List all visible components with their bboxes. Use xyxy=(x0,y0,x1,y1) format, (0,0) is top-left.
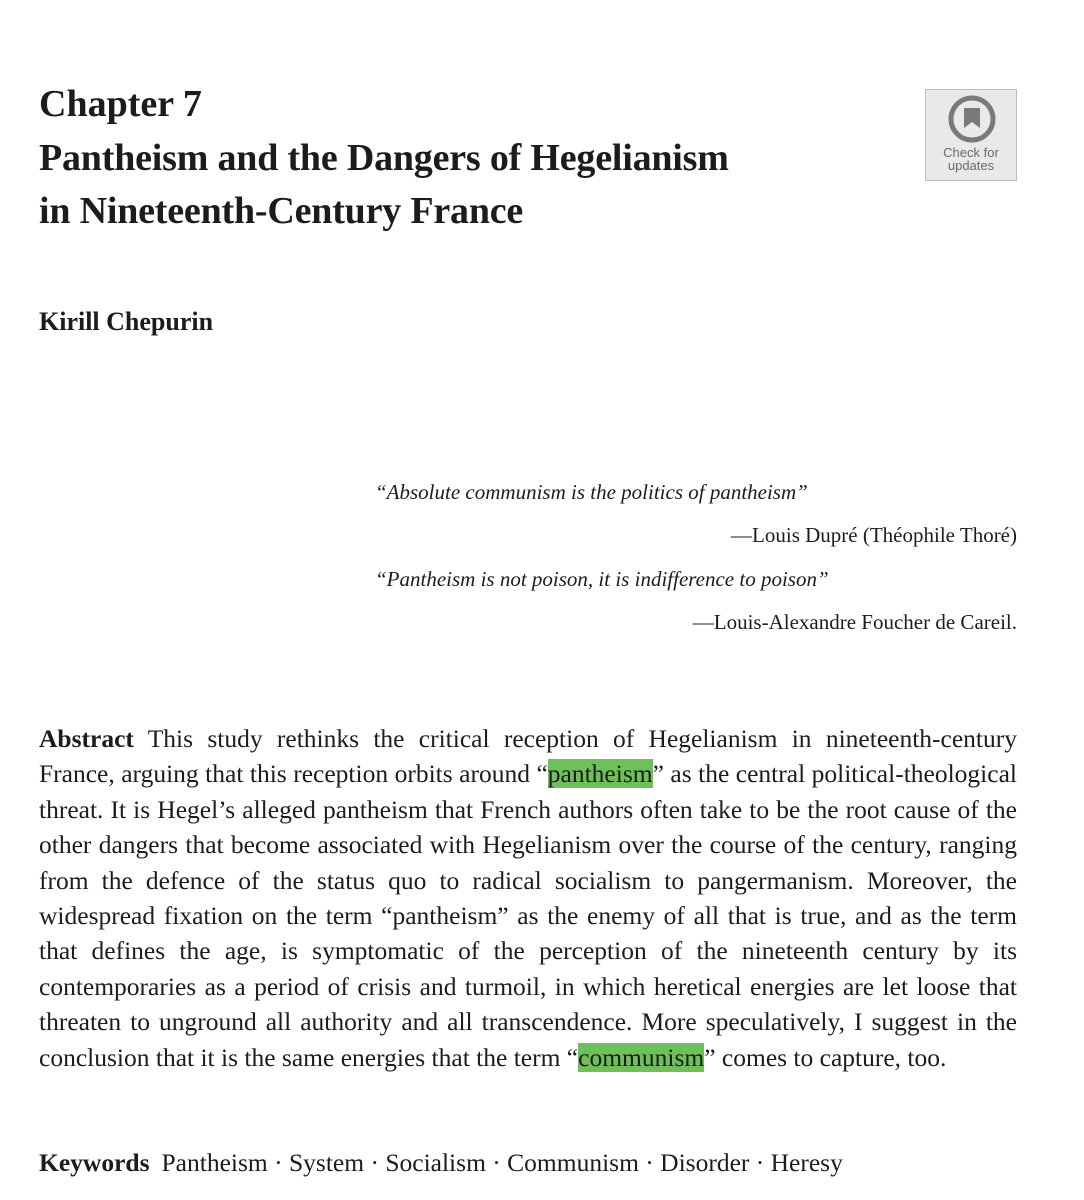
abstract-text: ” as the central political-theological threat. It is Hegel’s alleged pantheism that French authors often take to be the root cause of the other dangers that become associated with Hegelianism over the course of the century, ranging from the defence of the status quo to radical socialism to pangermanism. Moreover, the widespread fixation on the term “pantheism” as the enemy of all that is true, and as the term that defines the age, is symptomatic of the perception of the nineteenth century by its contemporaries as a period of crisis and turmoil, in which heretical energies are let loose that threaten to unground all authority and all transcendence. More speculatively, I suggest in the conclusion that it is the same energies that the term “ xyxy=(39,759,1017,1072)
check-for-updates-label: Check for updates xyxy=(943,145,999,173)
epigraph-1 xyxy=(300,479,1017,548)
bookmark-update-icon xyxy=(948,95,996,143)
keywords xyxy=(39,1146,843,1180)
chapter-title-line-2: in Nineteenth-Century France xyxy=(39,190,524,232)
abstract-text: This study rethinks the critical reception of Hegelianism in nineteenth-century France, arguing that this reception orbits around “ xyxy=(39,724,1018,789)
keywords-label: Keywords xyxy=(39,1148,150,1177)
abstract-label: Abstract xyxy=(39,724,134,753)
abstract-text: ” comes to capture, too. xyxy=(704,1042,947,1072)
chapter-title-line-1: Pantheism and the Dangers of Hegelianism xyxy=(39,137,729,179)
abstract xyxy=(39,721,1017,1075)
epigraph-quote: “Pantheism is not poison, it is indifference to poison” xyxy=(375,567,829,591)
epigraph-attribution: —Louis Dupré (Théophile Thoré) xyxy=(731,523,1017,547)
keywords-list: Pantheism · System · Socialism · Communism · Disorder · Heresy xyxy=(161,1148,843,1177)
highlight-pantheism[interactable]: pantheism xyxy=(547,759,653,789)
author-name: Kirill Chepurin xyxy=(39,307,214,336)
highlight-communism[interactable]: communism xyxy=(578,1042,705,1072)
chapter-title xyxy=(39,132,919,238)
check-for-updates-button[interactable] xyxy=(925,89,1017,181)
epigraph-attribution: —Louis-Alexandre Foucher de Careil. xyxy=(692,610,1017,634)
epigraph-2 xyxy=(300,566,1017,635)
chapter-label: Chapter 7 xyxy=(39,83,202,125)
epigraph-quote: “Absolute communism is the politics of pantheism” xyxy=(375,480,808,504)
